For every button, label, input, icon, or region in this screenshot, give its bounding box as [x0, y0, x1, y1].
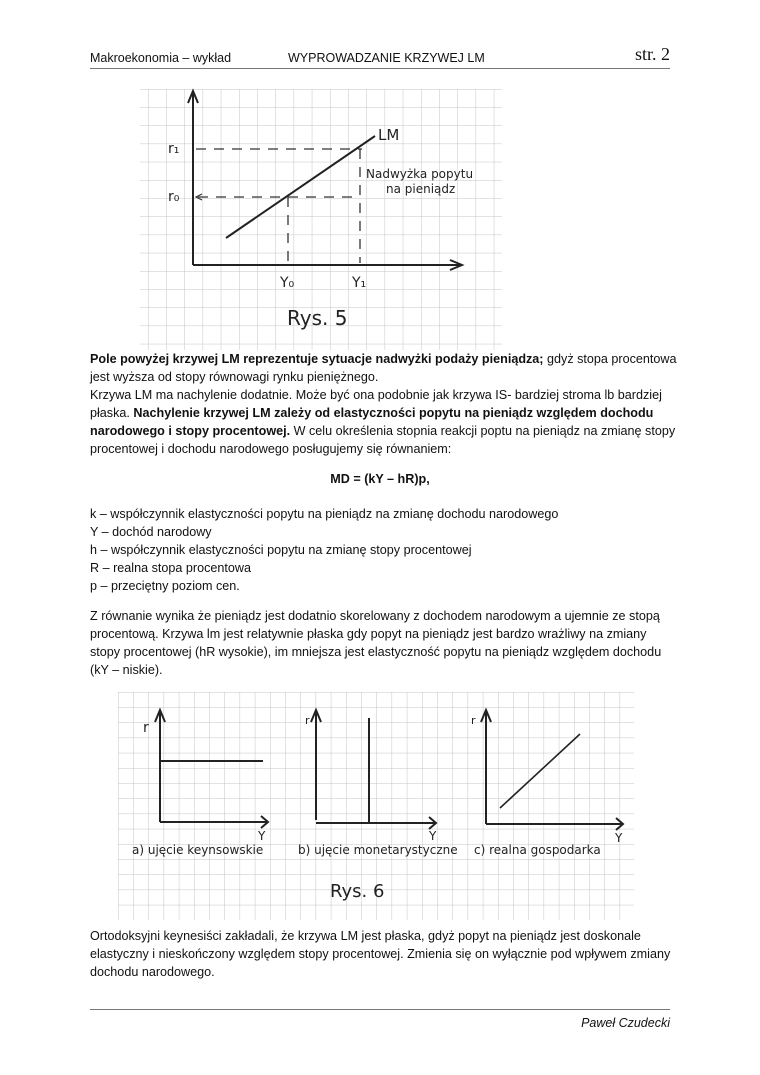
panel-b-label: b) ujęcie monetarystyczne [298, 843, 458, 857]
svg-text:Y: Y [429, 829, 437, 843]
svg-text:r: r [471, 714, 476, 727]
figure-6 [118, 692, 638, 920]
lm-label: LM [378, 126, 400, 144]
page-header [90, 44, 670, 69]
p1-text-3: W celu określenia stopnia reakcji poptu na pieniądz na zmianę stopy procentowej i dochodu narodowego posługujemy się równaniem: [90, 424, 676, 456]
annotation-line1: Nadwyżka popytu [366, 167, 474, 181]
figure-5 [140, 85, 505, 350]
definition-h: h – współczynnik elastyczności popytu na zmianę stopy procentowej [90, 543, 472, 557]
p3-text: Ortodoksyjni keynesiści zakładali, że krzywa LM jest płaska, gdyż popyt na pieniądz jest doskonale elastyczny i nieskończony względem stopy procentowej. Zmienia się on wyłącznie pod wpływem zmiany dochodu narodowego. [90, 929, 671, 979]
p1-bold-2: Nachylenie krzywej LM zależy od elastyczności popytu na pieniądz względem dochodu narodowego i stopy procentowej. [90, 406, 654, 438]
figure5-caption: Rys. 5 [287, 306, 348, 330]
header-course: Makroekonomia – wykład [90, 51, 232, 65]
header-title: WYPROWADZANIE KRZYWEJ LM [288, 51, 485, 65]
definition-k: k – współczynnik elastyczności popytu na pieniądz na zmianę dochodu narodowego [90, 507, 559, 521]
definition-p: p – przeciętny poziom cen. [90, 579, 240, 593]
annotation-line2: na pieniądz [386, 182, 456, 196]
paragraph-1 [90, 350, 680, 458]
svg-text:Y: Y [258, 829, 266, 843]
paragraph-3 [90, 927, 680, 981]
tick-r1: r₁ [168, 141, 180, 157]
definitions-list [90, 505, 558, 595]
tick-y1: Y₁ [352, 275, 367, 291]
svg-text:r: r [143, 720, 149, 736]
p1-text-1: gdyż stopa procentowa jest wyższa od stopy równowagi rynku pieniężnego. [90, 352, 677, 384]
panel-a-label: a) ujęcie keynsowskie [132, 843, 264, 857]
svg-text:Y: Y [615, 831, 623, 845]
tick-r0: r₀ [168, 189, 180, 205]
p2-text: Z równanie wynika że pieniądz jest dodatnio skorelowany z dochodem narodowym a ujemnie ze stopą procentową. Krzywa lm jest relatywnie płaska gdy popyt na pieniądz jest bardzo wrażliwy na zmiany stopy procentowej (hR wysokie), im mniejsza jest elastyczność popytu na pieniądz względem dochodu (kY – niskie). [90, 609, 662, 677]
page-footer [90, 1009, 670, 1030]
tick-y0: Y₀ [280, 275, 295, 291]
definition-r: R – realna stopa procentowa [90, 561, 252, 575]
p1-bold-1: Pole powyżej krzywej LM reprezentuje sytuacje nadwyżki podaży pieniądza; [90, 352, 544, 366]
p1-text-2: Krzywa LM ma nachylenie dodatnie. Może być ona podobnie jak krzywa IS- bardziej stroma lb bardziej płaska. [90, 388, 662, 420]
author-name: Paweł Czudecki [581, 1016, 670, 1030]
equation: MD = (kY – hR)p, [330, 472, 430, 486]
panel-c-label: c) realna gospodarka [474, 843, 601, 857]
svg-text:r: r [305, 714, 310, 727]
definition-y: Y – dochód narodowy [90, 525, 212, 539]
figure6-caption: Rys. 6 [330, 881, 385, 902]
page-number: str. 2 [634, 44, 670, 64]
paragraph-2 [90, 607, 680, 679]
